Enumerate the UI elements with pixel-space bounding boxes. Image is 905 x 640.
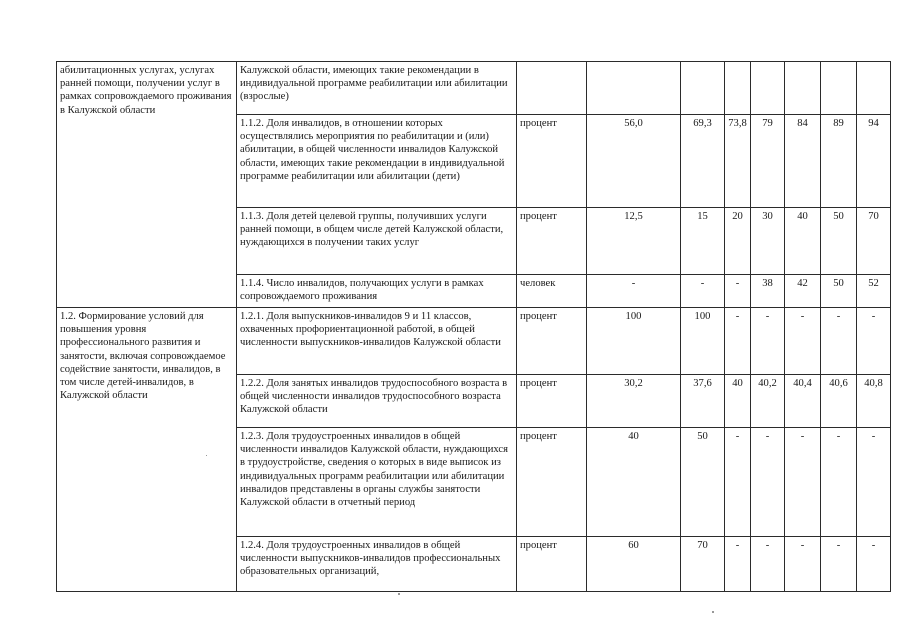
value-cell: 40,6 <box>821 375 857 428</box>
scan-speck <box>398 593 400 595</box>
value-cell: 12,5 <box>587 208 681 275</box>
value-cell <box>821 62 857 115</box>
value-cell <box>785 62 821 115</box>
value-cell: 15 <box>681 208 725 275</box>
value-cell <box>751 62 785 115</box>
value-cell: 50 <box>681 428 725 537</box>
value-cell: 50 <box>821 208 857 275</box>
value-cell: - <box>821 428 857 537</box>
value-cell <box>587 62 681 115</box>
value-cell: - <box>857 308 891 375</box>
value-cell: 40 <box>587 428 681 537</box>
value-cell: 38 <box>751 275 785 308</box>
value-cell: 60 <box>587 537 681 592</box>
value-cell: 40,2 <box>751 375 785 428</box>
indicator-cell: 1.1.4. Число инвалидов, получающих услуги в рамках сопровождаемого проживания <box>237 275 517 308</box>
value-cell <box>681 62 725 115</box>
value-cell: - <box>821 537 857 592</box>
value-cell: 69,3 <box>681 115 725 208</box>
value-cell: 40,8 <box>857 375 891 428</box>
value-cell: 40 <box>785 208 821 275</box>
value-cell: 70 <box>857 208 891 275</box>
value-cell <box>725 62 751 115</box>
indicator-cell: Калужской области, имеющих такие рекомендации в индивидуальной программе реабилитации или абилитации (взрослые) <box>237 62 517 115</box>
value-cell: 56,0 <box>587 115 681 208</box>
value-cell: - <box>681 275 725 308</box>
value-cell: 79 <box>751 115 785 208</box>
value-cell: 100 <box>587 308 681 375</box>
unit-cell <box>517 62 587 115</box>
unit-cell: процент <box>517 375 587 428</box>
table-row <box>57 308 891 375</box>
value-cell: - <box>751 428 785 537</box>
value-cell: 100 <box>681 308 725 375</box>
unit-cell: процент <box>517 115 587 208</box>
unit-cell: процент <box>517 428 587 537</box>
value-cell: 94 <box>857 115 891 208</box>
value-cell: - <box>587 275 681 308</box>
value-cell: 42 <box>785 275 821 308</box>
value-cell: - <box>725 537 751 592</box>
value-cell: - <box>751 308 785 375</box>
indicator-cell: 1.2.2. Доля занятых инвалидов трудоспособного возраста в общей численности инвалидов трудоспособного возраста Калужской области <box>237 375 517 428</box>
value-cell: 37,6 <box>681 375 725 428</box>
indicator-cell: 1.2.1. Доля выпускников-инвалидов 9 и 11 классов, охваченных профориентационной работой, в общей численности выпускников-инвалидов Калужской области <box>237 308 517 375</box>
value-cell: - <box>857 537 891 592</box>
value-cell: 30,2 <box>587 375 681 428</box>
value-cell: - <box>725 275 751 308</box>
value-cell: - <box>751 537 785 592</box>
indicator-cell: 1.2.3. Доля трудоустроенных инвалидов в общей численности инвалидов Калужской области, нуждающихся в трудоустройстве, сведения о которых в виде выписок из индивидуальных программ реабилитации или абилитации инвалидов представлены в органы службы занятости Калужской области в отчетный период <box>237 428 517 537</box>
indicator-cell: 1.1.2. Доля инвалидов, в отношении которых осуществлялись мероприятия по реабилитации и (или) абилитации, в общей численности инвалидов Калужской области, имеющих такие рекомендации в индивидуальной программе реабилитации или абилитации (дети) <box>237 115 517 208</box>
value-cell <box>857 62 891 115</box>
unit-cell: процент <box>517 208 587 275</box>
value-cell: 30 <box>751 208 785 275</box>
value-cell: 70 <box>681 537 725 592</box>
unit-cell: процент <box>517 308 587 375</box>
indicators-table <box>56 61 891 592</box>
value-cell: 52 <box>857 275 891 308</box>
value-cell: - <box>857 428 891 537</box>
value-cell: - <box>821 308 857 375</box>
table-row <box>57 62 891 115</box>
indicator-cell: 1.2.4. Доля трудоустроенных инвалидов в общей численности выпускников-инвалидов профессиональных образовательных организаций, <box>237 537 517 592</box>
value-cell: 40 <box>725 375 751 428</box>
value-cell: 40,4 <box>785 375 821 428</box>
unit-cell: процент <box>517 537 587 592</box>
scan-speck <box>206 455 207 456</box>
value-cell: 84 <box>785 115 821 208</box>
value-cell: 50 <box>821 275 857 308</box>
value-cell: 20 <box>725 208 751 275</box>
indicator-cell: 1.1.3. Доля детей целевой группы, получивших услуги ранней помощи, в общем числе детей Калужской области, нуждающихся в получении таких услуг <box>237 208 517 275</box>
value-cell: - <box>725 428 751 537</box>
value-cell: - <box>785 428 821 537</box>
task-cell: 1.2. Формирование условий для повышения уровня профессионального развития и занятости, включая сопровождаемое содействие занятости, инвалидов, в том числе детей-инвалидов, в Калужской области <box>57 308 237 592</box>
value-cell: 73,8 <box>725 115 751 208</box>
unit-cell: человек <box>517 275 587 308</box>
value-cell: - <box>785 308 821 375</box>
task-cell: абилитационных услугах, услугах ранней помощи, получении услуг в рамках сопровождаемого проживания в Калужской области <box>57 62 237 308</box>
value-cell: - <box>725 308 751 375</box>
value-cell: 89 <box>821 115 857 208</box>
value-cell: - <box>785 537 821 592</box>
scan-speck <box>712 611 714 613</box>
